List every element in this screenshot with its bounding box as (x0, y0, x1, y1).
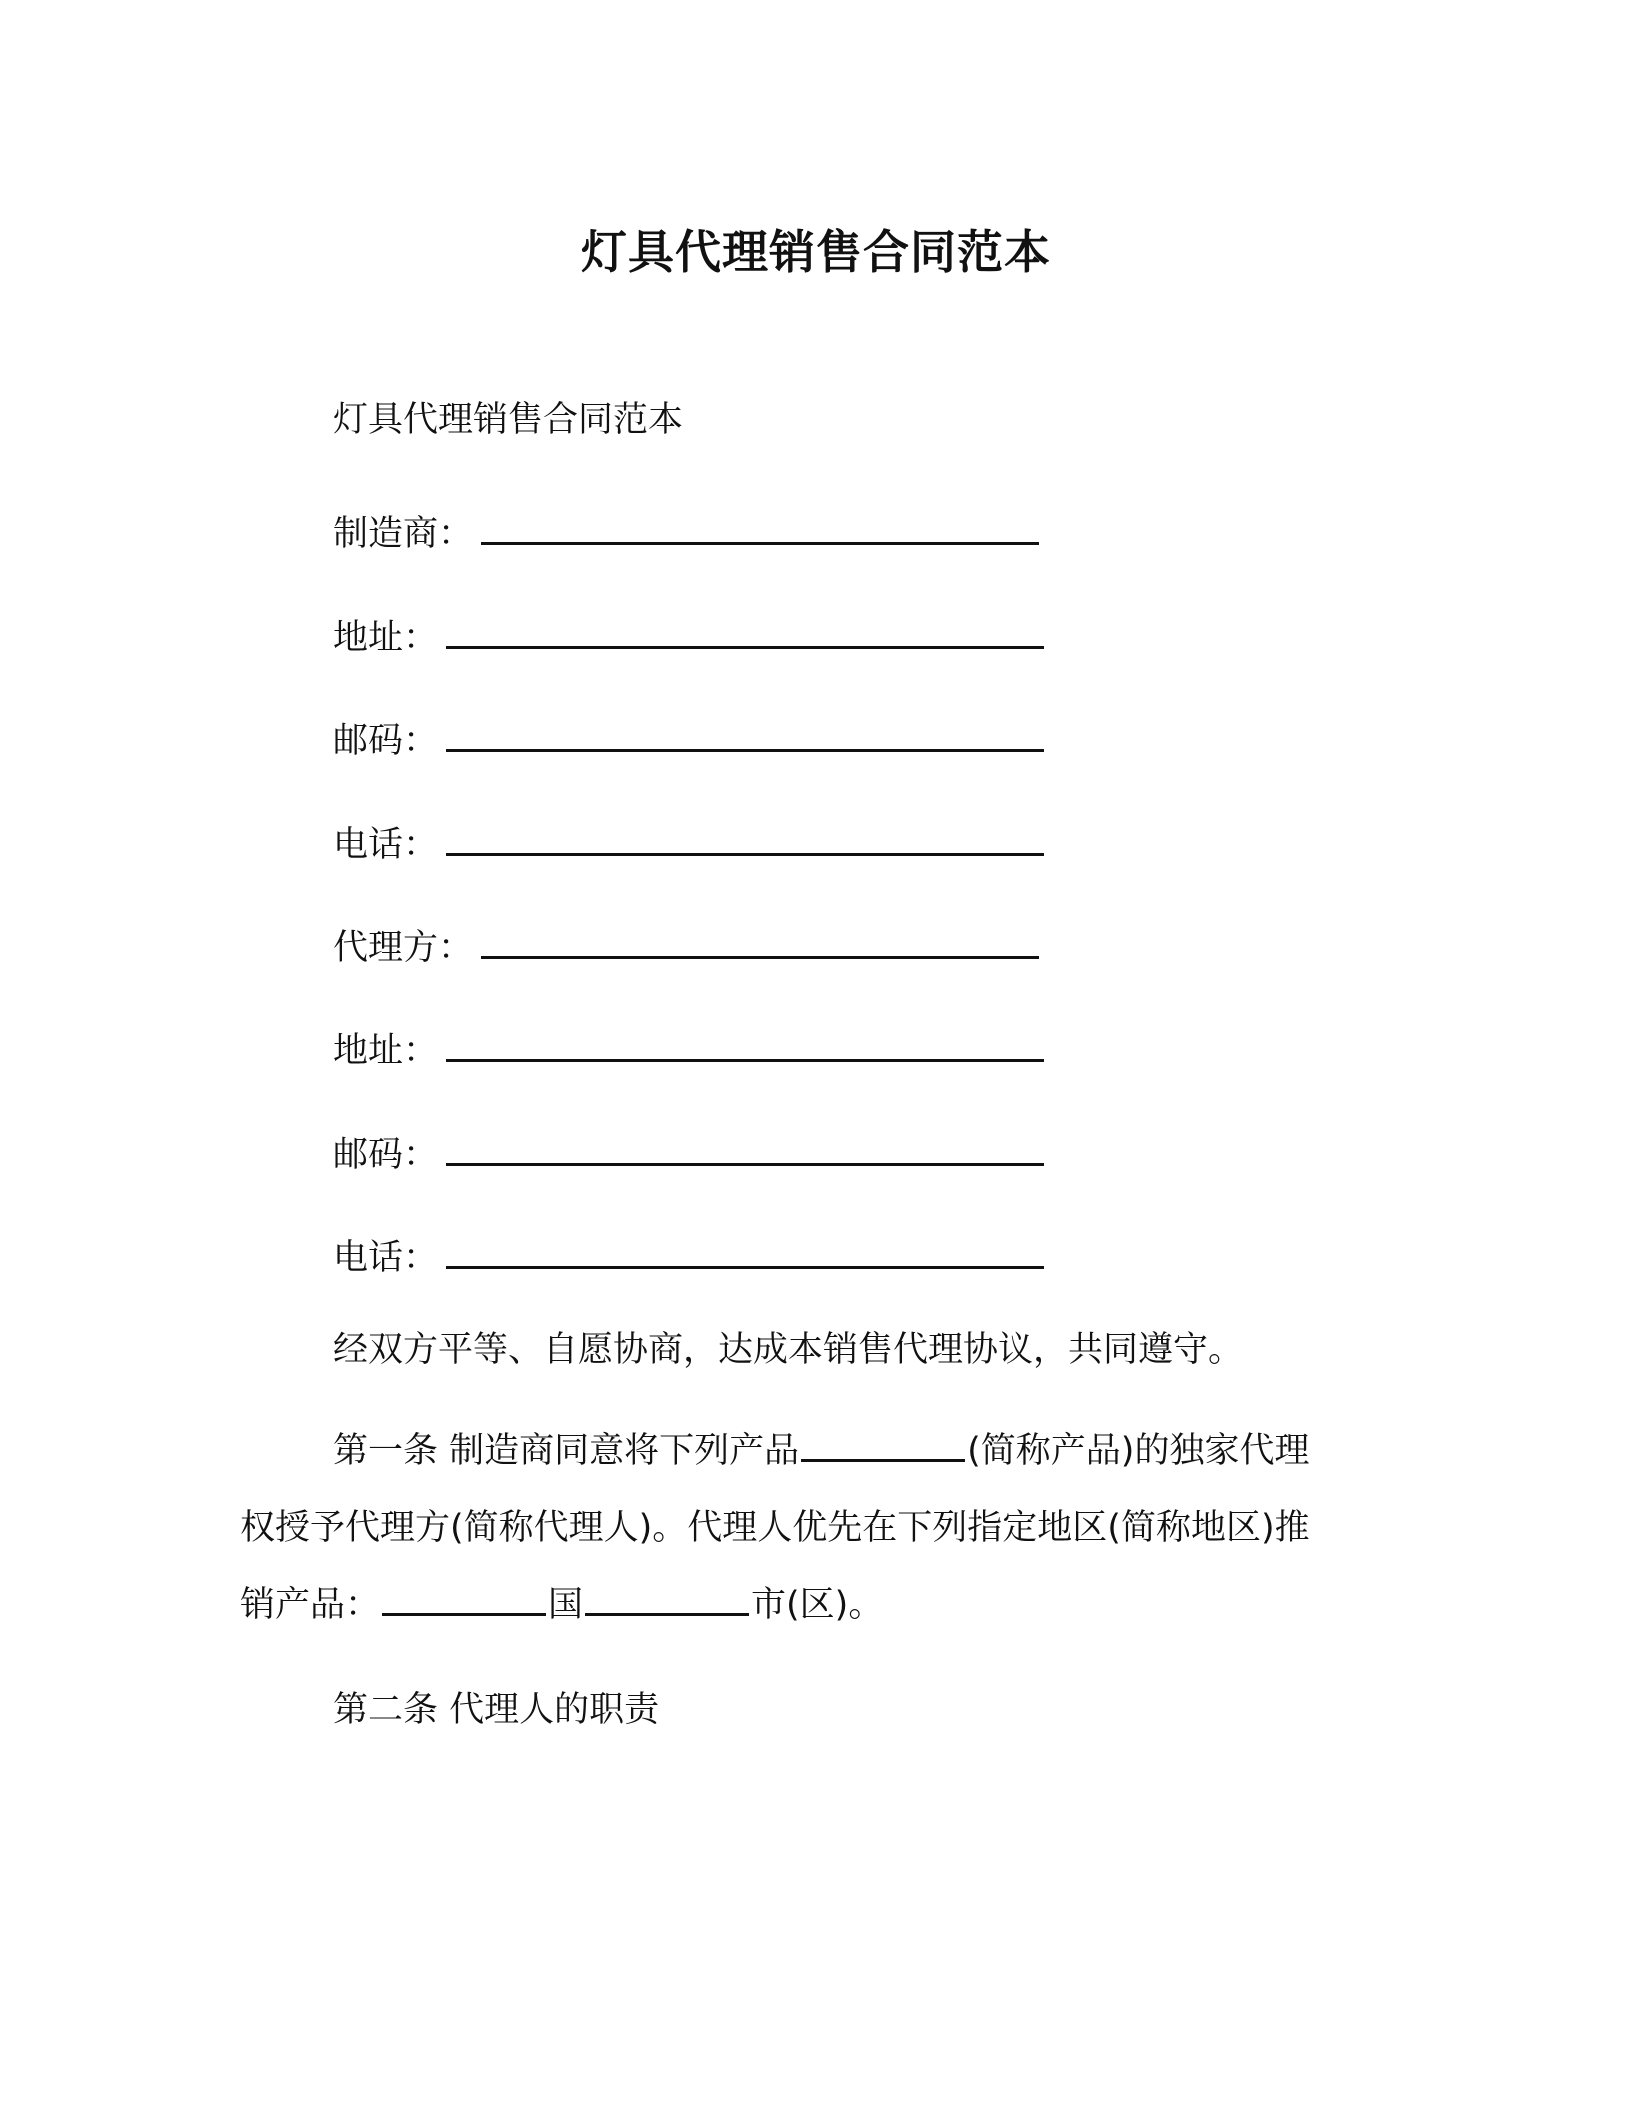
document-title: 灯具代理销售合同范本 (581, 225, 1051, 279)
field-label: 代理方： (333, 928, 474, 968)
article-2-heading: 第二条 代理人的职责 (333, 1690, 660, 1730)
field-phone-1 (333, 817, 1044, 869)
field-manufacturer (333, 506, 1039, 558)
field-address-2 (333, 1023, 1044, 1075)
field-label: 邮码： (333, 1135, 439, 1175)
field-label: 电话： (333, 1238, 439, 1278)
blank-line (446, 1230, 1044, 1269)
field-postcode-2 (333, 1127, 1044, 1179)
article-1 (240, 1413, 1380, 1644)
blank-line (801, 1423, 965, 1462)
field-agent (333, 920, 1039, 972)
blank-line (446, 1127, 1044, 1166)
article-1-line-3: 销产品： 国 市(区)。 (240, 1567, 1380, 1644)
field-address-1 (333, 610, 1044, 662)
field-label: 制造商： (333, 514, 474, 554)
blank-line (446, 1023, 1044, 1062)
blank-line (382, 1577, 546, 1616)
field-label: 邮码： (333, 721, 439, 761)
blank-line (481, 506, 1039, 545)
article-1-line-1: 第一条 制造商同意将下列产品 (简称产品)的独家代理 (240, 1413, 1380, 1490)
field-phone-2 (333, 1230, 1044, 1282)
blank-line (446, 610, 1044, 649)
blank-line (446, 817, 1044, 856)
field-label: 地址： (333, 618, 439, 658)
blank-line (446, 713, 1044, 752)
field-label: 地址： (333, 1031, 439, 1071)
field-postcode-1 (333, 713, 1044, 765)
intro-paragraph: 经双方平等、自愿协商，达成本销售代理协议，共同遵守。 (333, 1330, 1244, 1370)
blank-line (585, 1577, 749, 1616)
article-1-line-2: 权授予代理方(简称代理人)。代理人优先在下列指定地区(简称地区)推 (240, 1508, 1310, 1548)
document-subtitle: 灯具代理销售合同范本 (333, 400, 684, 440)
field-label: 电话： (333, 825, 439, 865)
blank-line (481, 920, 1039, 959)
